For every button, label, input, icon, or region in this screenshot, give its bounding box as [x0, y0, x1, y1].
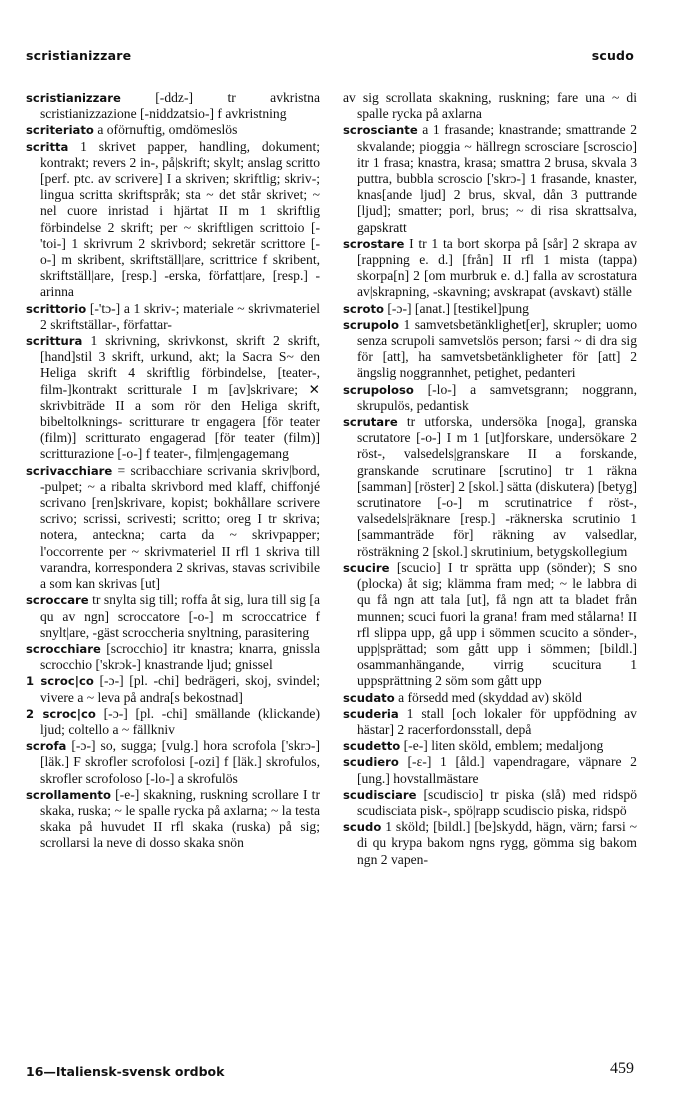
entry-headword: scrosciante — [343, 123, 418, 138]
entry-headword: scristianizzare — [26, 91, 121, 105]
entry-definition: 1 sköld; [bildl.] [be]skydd, hägn, värn; farsi ~ di qu krypa bakom ngns rygg, gömma sig bakom ngn 2 vapen- — [357, 819, 638, 867]
entry-headword: scudetto — [343, 739, 401, 754]
dictionary-entry — [26, 706, 320, 738]
entry-definition: a 1 frasande; knastrande; smattrande 2 skvalande; pioggia ~ hällregn scrosciare [scroscio] itr 1 frasa; knastra, krasa; smattra 2 brusa, skvala 3 puttra, bubbla scroscio ['skrɔ-] 1 frasande, knaster, knas[ande ljud] 2 brus, skval, dån 3 puttrande [ljud]; smatter; porl, brus; ~ di risa skrattsalva, gapskratt — [357, 122, 637, 235]
entry-headword: scrutare — [343, 415, 398, 430]
entry-headword: scroccare — [26, 593, 89, 608]
entry-definition: a oförnuftig, omdömeslös — [97, 122, 238, 138]
entry-definition: a försedd med (skyddad av) sköld — [398, 689, 582, 705]
dictionary-entry — [26, 463, 320, 593]
dictionary-entry — [343, 819, 637, 868]
entry-headword: scrittorio — [26, 301, 87, 316]
entry-definition: tr snylta sig till; roffa åt sig, lura till sig [a qu av ngn] scroccatore [-o-] m scroccatrice f snylt|are, -gäst scroccheria snyltning, parasitering — [40, 592, 320, 640]
dictionary-entry — [26, 592, 320, 641]
dictionary-entry — [343, 317, 637, 382]
dictionary-entry — [343, 382, 637, 414]
dictionary-entry — [26, 301, 320, 333]
entry-headword: scroto — [343, 301, 384, 316]
entry-definition: av sig scrollata skakning, ruskning; fare una ~ di spalle rycka på axlarna — [343, 90, 637, 122]
entry-definition: [-'tɔ-] a 1 skriv-; materiale ~ skrivmateriel 2 skriftställar-, författar- — [40, 300, 321, 332]
dictionary-entry — [26, 673, 320, 705]
dictionary-entry — [343, 560, 637, 690]
dictionary-entry — [26, 139, 320, 301]
entry-headword: scudo — [343, 820, 382, 835]
entry-headword: scrocchiare — [26, 641, 101, 656]
entry-definition: 1 samvetsbetänklighet[er], skrupler; uomo senza scrupoli samvetslös person; farsi ~ di dra sig för [att], ha samvetsbetänkligheter för [att] 2 ängslig noggrannhet, petighet, pedanteri — [357, 316, 637, 381]
entry-definition: 1 skrivning, skrivkonst, skrift 2 skrift, [hand]stil 3 skrift, urkund, akt; la Sacra S~ den Heliga skrift 4 skriftlig förbindelse, [teater-, film-]kontrakt scritturale I m [av]skrivare; ✕ skrivbiträde II a som rör den Heliga skrift, bibeltolknings- scritturare tr engagera [för teater (film)] scritturato engagerad [för teater (film)] scritturazione [-o-] f teater-, film|engagemang — [40, 333, 320, 462]
page-number: 459 — [610, 1060, 634, 1077]
left-column — [26, 90, 320, 852]
entry-definition: [scudiscio] tr piska (slå) med ridspö scudisciata pisk-, spö|rapp scudiscio piska, ridspö — [357, 786, 637, 818]
entry-definition: I tr 1 ta bort skorpa på [sår] 2 skrapa av [rappning e. d.] [från] II rfl 1 mista (tappa) skorpa[n] 2 [om murbruk e. d.] falla av scrostatura av|skrapning, -skavning; avskrapat (avskavt) ställe — [357, 235, 638, 300]
entry-definition: [-e-] skakning, ruskning scrollare I tr skaka, ruska; ~ le spalle rycka på axlarna; ~ la testa skaka på huvudet II rfl skaka (ruska) på sig; scrollarsi la neve di dosso skaka snön — [40, 786, 320, 851]
dictionary-entry — [26, 738, 320, 787]
entry-definition: [-ddz-] tr avkristna scristianizzazione [-niddzatsio-] f avkristning — [40, 90, 320, 122]
entry-headword: scudiero — [343, 755, 399, 770]
entry-headword: scudato — [343, 690, 395, 705]
entry-headword: scrostare — [343, 236, 405, 251]
dictionary-entry — [26, 787, 320, 852]
dictionary-entry — [343, 754, 637, 786]
entry-headword: scrollamento — [26, 787, 111, 802]
dictionary-entry — [343, 706, 637, 738]
dictionary-entry — [26, 333, 320, 463]
entry-headword: scucire — [343, 560, 390, 575]
dictionary-entry — [343, 301, 637, 317]
entry-definition: [-ɛ-] 1 [åld.] vapendragare, väpnare 2 [ung.] hovstallmästare — [357, 754, 637, 786]
entry-definition: [-ɔ-] [pl. -chi] bedrägeri, skoj, svindel; vivere a ~ leva på andra[s bekostnad] — [40, 673, 320, 705]
dictionary-entry — [343, 787, 637, 819]
dictionary-entry — [343, 690, 637, 706]
entry-definition: 1 stall [och lokaler för uppfödning av hästar] 2 racerfordonsstall, depå — [357, 705, 637, 737]
right-column — [343, 90, 637, 868]
entry-definition: [scucio] I tr sprätta upp (sönder); S sno (plocka) åt sig; klämma fram med; ~ le labbra di qu få ngn att tala [ut], få ngn att ta bladet från munnen; scuci fuori la grana! fram med stålarna! II rfl slippa upp, gå upp i sömmen scucito a sönder-, upp|sprättad; som gått upp i sömmen; [bildl.] osammanhängande, virrig scucitura 1 uppsprättning 2 söm som gått upp — [357, 559, 638, 689]
entry-headword: scuderia — [343, 706, 399, 721]
dictionary-entry — [26, 122, 320, 138]
entry-headword: 2 scroc|co — [26, 706, 96, 721]
entry-headword: scrupoloso — [343, 382, 414, 397]
dictionary-entry — [343, 122, 637, 235]
entry-headword: scrittura — [26, 334, 83, 349]
entry-headword: scriteriato — [26, 123, 94, 138]
dictionary-entry — [26, 641, 320, 673]
entry-definition: tr utforska, undersöka [noga], granska scrutatore [-o-] I m 1 [ut]forskare, undersökare 2 röst-, valsedels|granskare II a forskande, granskande scrutinare [scrutino] tr 1 räkna [samman] [röster] 2 [skol.] sätta (diskutera) [betyg] scrutinatore [-o-] m scrutinatrice f röst-, valsedels|räknare [resp.] -räknerska scrutinio 1 [sammanträde för] räkning av valsedlar, rösträkning 2 [skol.] skrutinium, betygskollegium — [357, 414, 637, 559]
dictionary-entry — [343, 236, 637, 301]
entry-definition: [-ɔ-] [pl. -chi] smällande (klickande) ljud; coltello a ~ fällkniv — [40, 705, 320, 737]
entry-definition: [-e-] liten sköld, emblem; medaljong — [403, 738, 604, 754]
entry-definition: 1 skrivet papper, handling, dokument; kontrakt; revers 2 in-, på|skrift; skylt; anslag scritto [perf. ptc. av scrivere] I a skriven; skriftlig; skriv-; lingua scritta skriftspråk; sta ~ det står skrivet; ~ nel cuore inristad i hjärtat II m 1 skriftlig förbindelse 2 skrift; per ~ skriftligen scrittoio [-'toi-] 1 skrivrum 2 skrivbord; sekretär scrittore [-o-] m skribent, skriftställ|are, scrittrice f skribent, skriftställ|are, [resp.] -erska, författ|are, [resp.] -arinna — [40, 138, 320, 300]
running-head-left: scristianizzare — [26, 48, 132, 63]
entry-definition: [-lo-] a samvetsgrann; noggrann, skrupulös, pedantisk — [357, 381, 637, 413]
entry-headword: scudisciare — [343, 787, 417, 802]
entry-headword: 1 scroc|co — [26, 674, 94, 689]
entry-headword: scrofa — [26, 739, 67, 754]
entry-headword: scrivacchiare — [26, 463, 113, 478]
entry-definition: [-ɔ-] so, sugga; [vulg.] hora scrofola ['skrɔ-] [läk.] F skrofler scrofolosi [-ozi] f [läk.] skrofulos, skrofler scrofoloso [-lo-] a skrofulös — [40, 738, 320, 786]
entry-definition: = scribacchiare scrivania skriv|bord, -pulpet; ~ a ribalta skrivbord med klaff, chiffonjé scrivano [ren]skrivare, kopist; bokhållare scrivere scrivo; scrissi, scrivesti; scritto; oreg I tr skriva; notera, anteckna; carta da ~ skrivpapper; l'occorrente per ~ skrivmateriel II rfl 1 skriva till varandra, korrespondera 2 skrivas, stavas scrivibile a som kan skrivas [ut] — [40, 462, 320, 592]
dictionary-entry — [343, 414, 637, 560]
entry-headword: scritta — [26, 139, 69, 154]
entry-definition: [-ɔ-] [anat.] [testikel]pung — [387, 300, 529, 316]
dictionary-entry — [343, 738, 637, 754]
entry-definition: [scrocchio] itr knastra; knarra, gnissla scrocchio ['skrɔk-] knastrande ljud; gnissel — [40, 640, 320, 673]
footer-book-title: 16—Italiensk-svensk ordbok — [26, 1064, 225, 1079]
dictionary-entry — [26, 90, 320, 122]
entry-headword: scrupolo — [343, 317, 399, 332]
running-head-right: scudo — [591, 48, 634, 63]
dictionary-entry — [343, 90, 637, 122]
